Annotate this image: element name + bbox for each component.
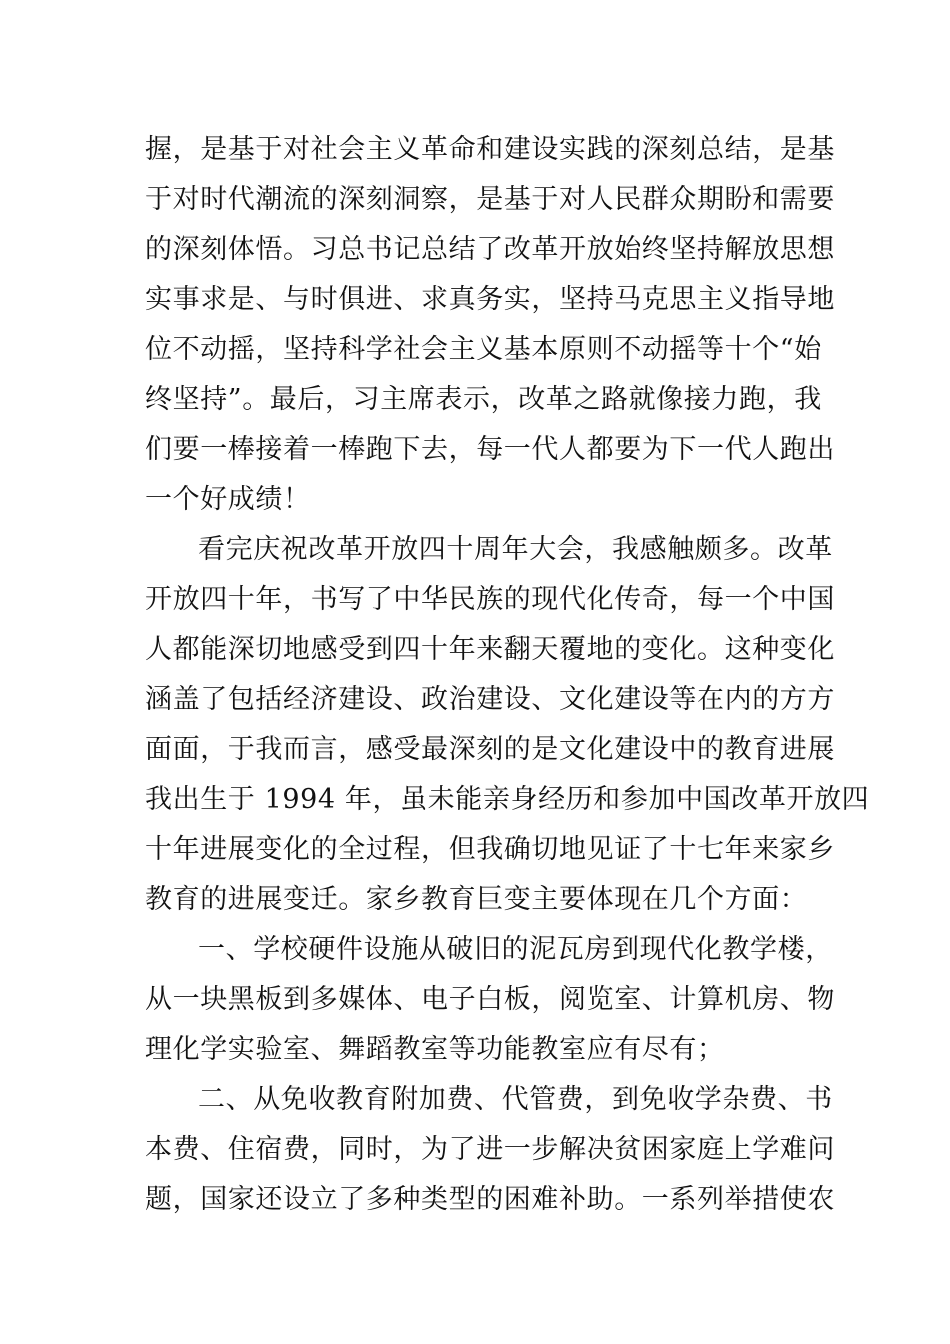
text-line: 们要一棒接着一棒跑下去，每一代人都要为下一代人跑出: [145, 434, 835, 465]
paragraph-start-line: 看完庆祝改革开放四十周年大会，我感触颇多。改革: [198, 534, 833, 565]
text-line: 终坚持”。最后，习主席表示，改革之路就像接力跑，我: [145, 384, 822, 415]
text-line: 握，是基于对社会主义革命和建设实践的深刻总结，是基: [145, 134, 835, 165]
text-line: 位不动摇，坚持科学社会主义基本原则不动摇等十个“始: [145, 334, 822, 365]
paragraph-start-line: 二、从免收教育附加费、代管费，到免收学杂费、书: [198, 1084, 833, 1115]
text-line: 从一块黑板到多媒体、电子白板，阅览室、计算机房、物: [145, 984, 835, 1015]
text-line: 我出生于 1994 年，虽未能亲身经历和参加中国改革开放四: [145, 784, 870, 815]
text-line: 题，国家还设立了多种类型的困难补助。一系列举措使农: [145, 1184, 835, 1215]
text-line: 的深刻体悟。习总书记总结了改革开放始终坚持解放思想: [145, 234, 835, 265]
text-line: 人都能深切地感受到四十年来翻天覆地的变化。这种变化: [145, 634, 835, 665]
text-line: 实事求是、与时俱进、求真务实，坚持马克思主义指导地: [145, 284, 835, 315]
text-line: 面面，于我而言，感受最深刻的是文化建设中的教育进展: [145, 734, 835, 765]
paragraph-start-line: 一、学校硬件设施从破旧的泥瓦房到现代化教学楼，: [198, 934, 833, 965]
text-line: 涵盖了包括经济建设、政治建设、文化建设等在内的方方: [145, 684, 835, 715]
text-line: 于对时代潮流的深刻洞察，是基于对人民群众期盼和需要: [145, 184, 835, 215]
text-line: 教育的进展变迁。家乡教育巨变主要体现在几个方面：: [145, 884, 808, 915]
text-line: 一个好成绩！: [145, 484, 311, 515]
text-line: 开放四十年，书写了中华民族的现代化传奇，每一个中国: [145, 584, 835, 615]
text-line: 理化学实验室、舞蹈教室等功能教室应有尽有；: [145, 1034, 725, 1065]
text-line: 本费、住宿费，同时，为了进一步解决贫困家庭上学难问: [145, 1134, 835, 1165]
text-line: 十年进展变化的全过程，但我确切地见证了十七年来家乡: [145, 834, 835, 865]
